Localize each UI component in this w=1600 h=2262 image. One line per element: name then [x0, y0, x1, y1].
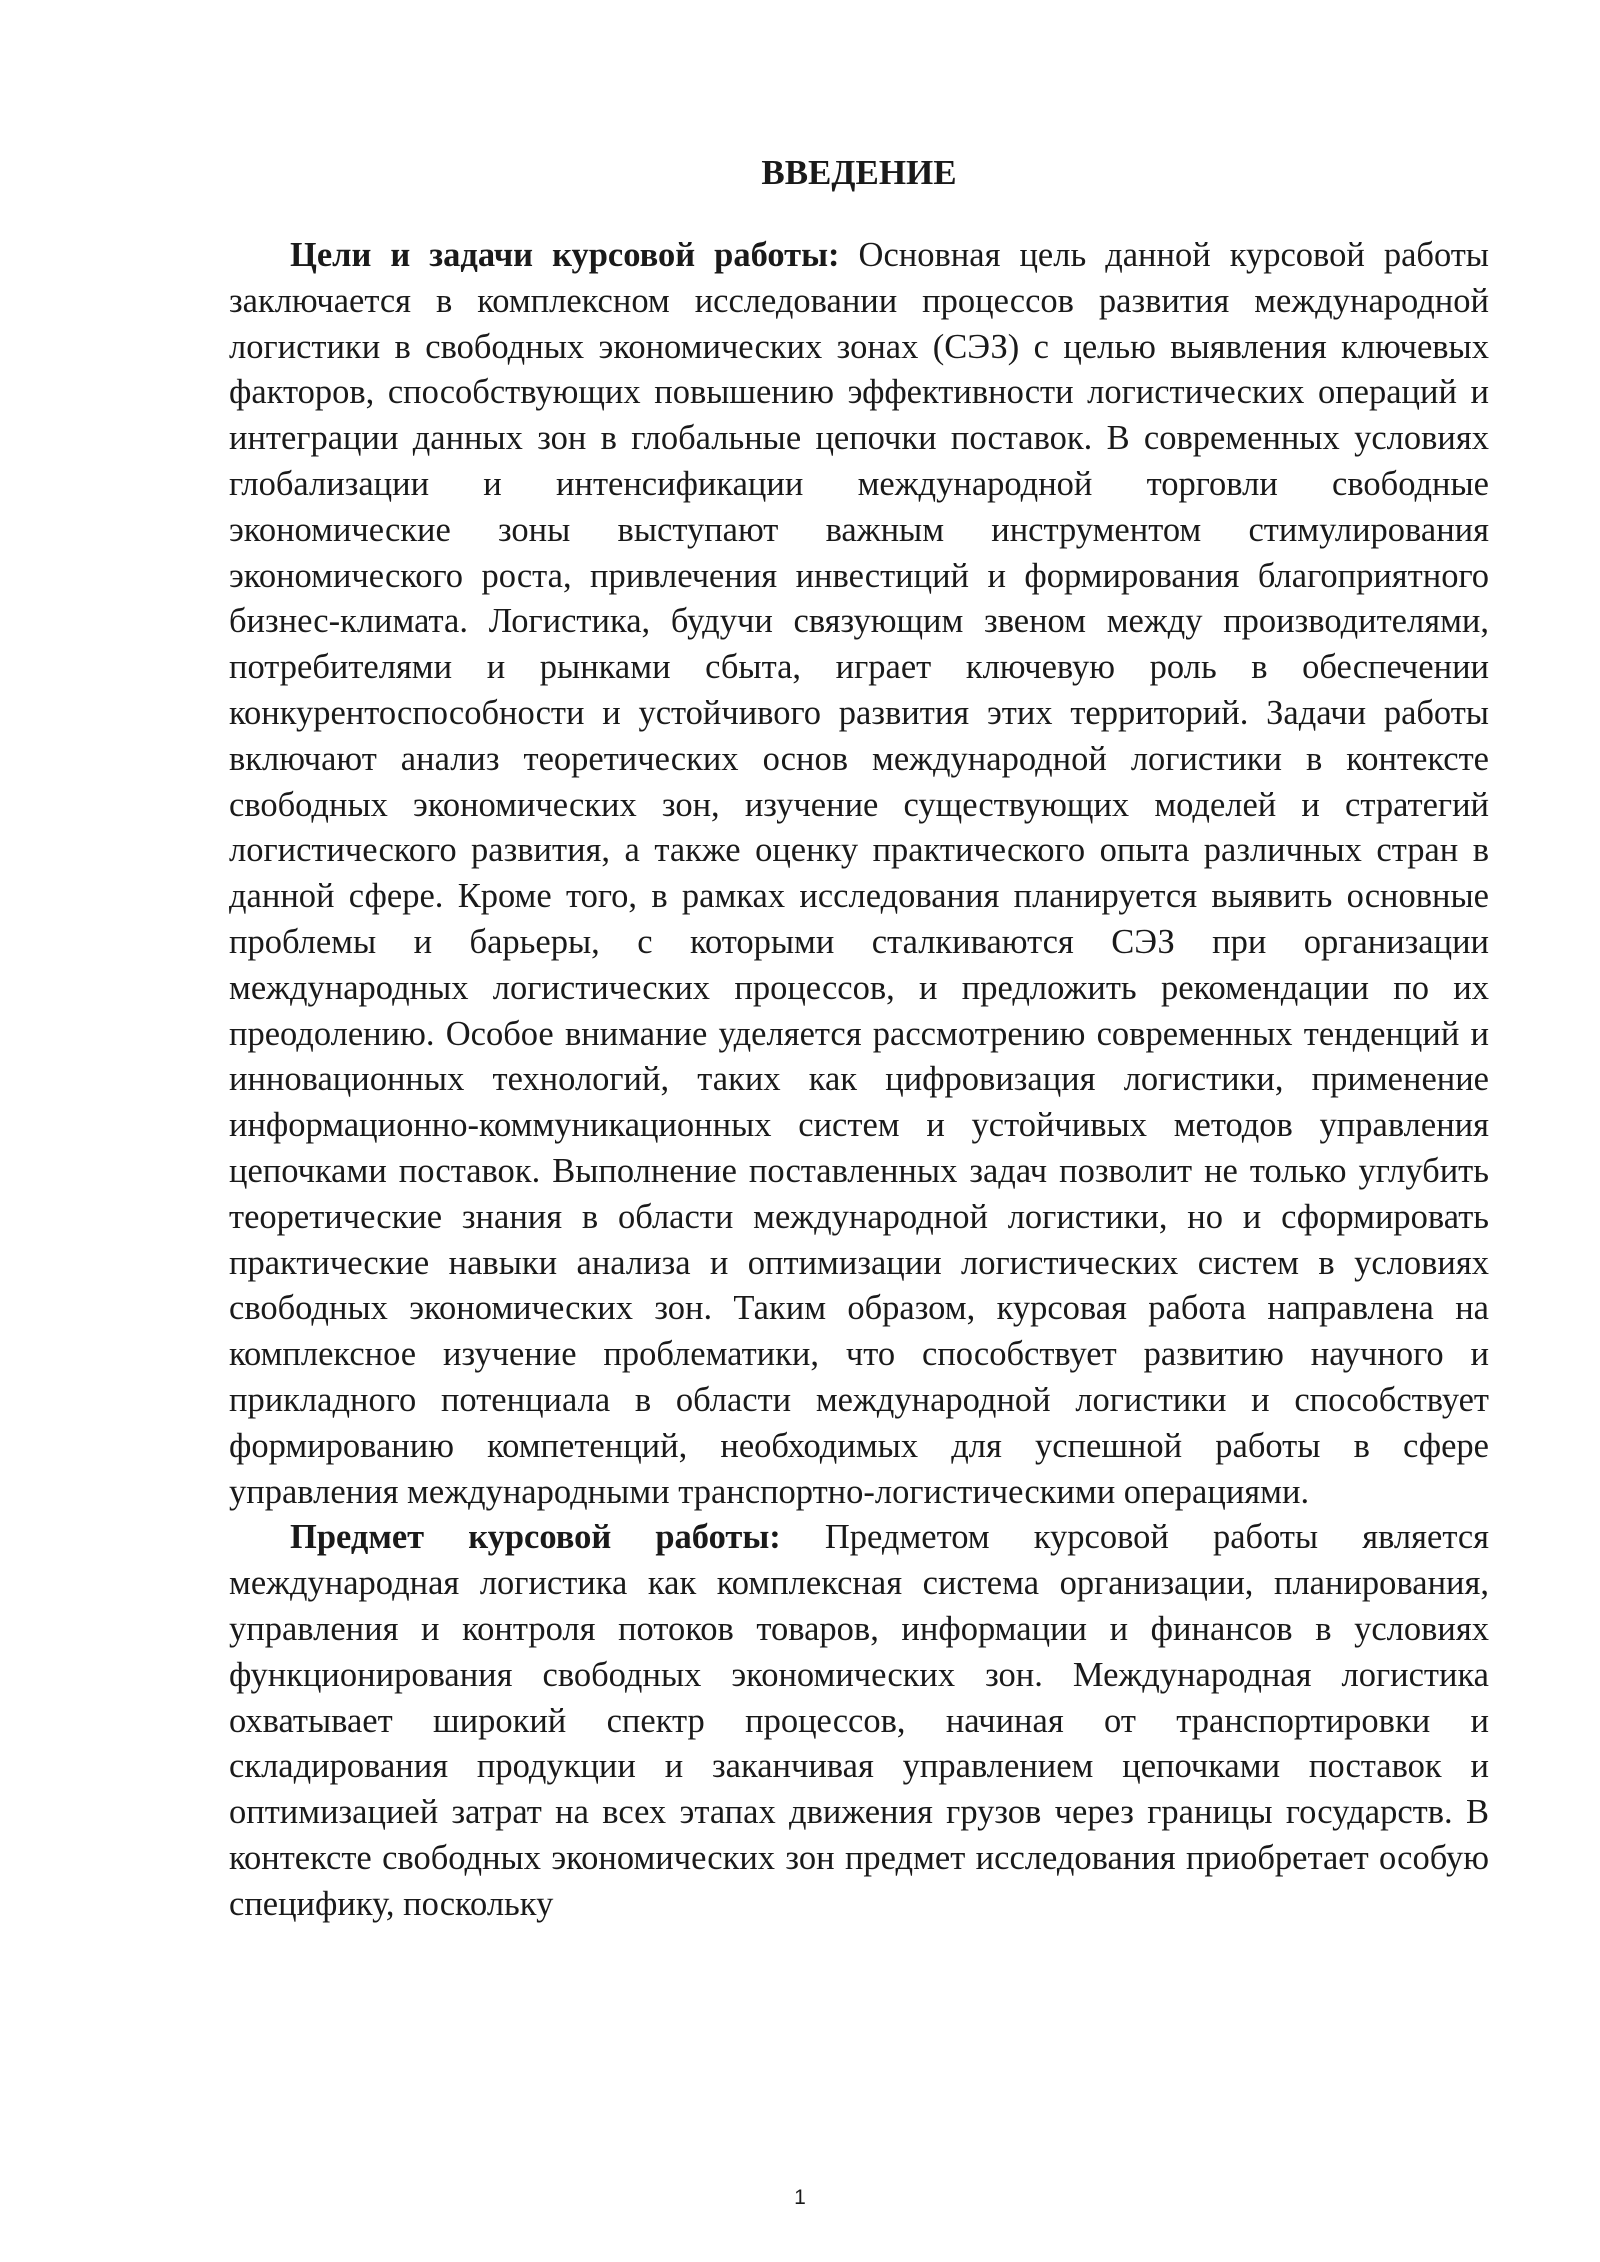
paragraph-subject-lead: Предмет курсовой работы: — [290, 1518, 781, 1557]
paragraph-subject — [229, 1515, 1489, 1927]
page-number: 1 — [794, 2186, 806, 2209]
paragraph-goals-text: Основная цель данной курсовой работы заключается в комплексном исследовании процессов развития международной логистики в свободных экономических зонах (СЭЗ) с целью выявления ключевых факторов, способствующих повышению эффективности логистических операций и интеграции данных зон в глобальные цепочки поставок. В современных условиях глобализации и интенсификации международной торговли свободные экономические зоны выступают важным инструментом стимулирования экономического роста, привлечения инвестиций и формирования благоприятного бизнес-климата. Логистика, будучи связующим звеном между производителями, потребителями и рынками сбыта, играет ключевую роль в обеспечении конкурентоспособности и устойчивого развития этих территорий. Задачи работы включают анализ теоретических основ международной логистики в контексте свободных экономических зон, изучение существующих моделей и стратегий логистического развития, а также оценку практического опыта различных стран в данной сфере. Кроме того, в рамках исследования планируется выявить основные проблемы и барьеры, с которыми сталкиваются СЭЗ при организации международных логистических процессов, и предложить рекомендации по их преодолению. Особое внимание уделяется рассмотрению современных тенденций и инновационных технологий, таких как цифровизация логистики, применение информационно-коммуникационных систем и устойчивых методов управления цепочками поставок. Выполнение поставленных задач позволит не только углубить теоретические знания в области международной логистики, но и сформировать практические навыки анализа и оптимизации логистических систем в условиях свободных экономических зон. Таким образом, курсовая работа направлена на комплексное изучение проблематики, что способствует развитию научного и прикладного потенциала в области международной логистики и способствует формированию компетенций, необходимых для успешной работы в сфере управления международными транспортно-логистическими операциями. — [229, 236, 1489, 1511]
paragraph-goals — [229, 233, 1489, 1515]
page-content — [229, 150, 1489, 1927]
paragraph-goals-lead: Цели и задачи курсовой работы: — [290, 236, 840, 274]
paragraph-subject-text: Предметом курсовой работы является международная логистика как комплексная система организации, планирования, управления и контроля потоков товаров, информации и финансов в условиях функционирования свободных экономических зон. Международная логистика охватывает широкий спектр процессов, начиная от транспортировки и складирования продукции и заканчивая управлением цепочками поставок и оптимизацией затрат на всех этапах движения грузов через границы государств. В контексте свободных экономических зон предмет исследования приобретает особую специфику, поскольку — [229, 1518, 1490, 1923]
section-title: ВВЕДЕНИЕ — [761, 153, 957, 192]
